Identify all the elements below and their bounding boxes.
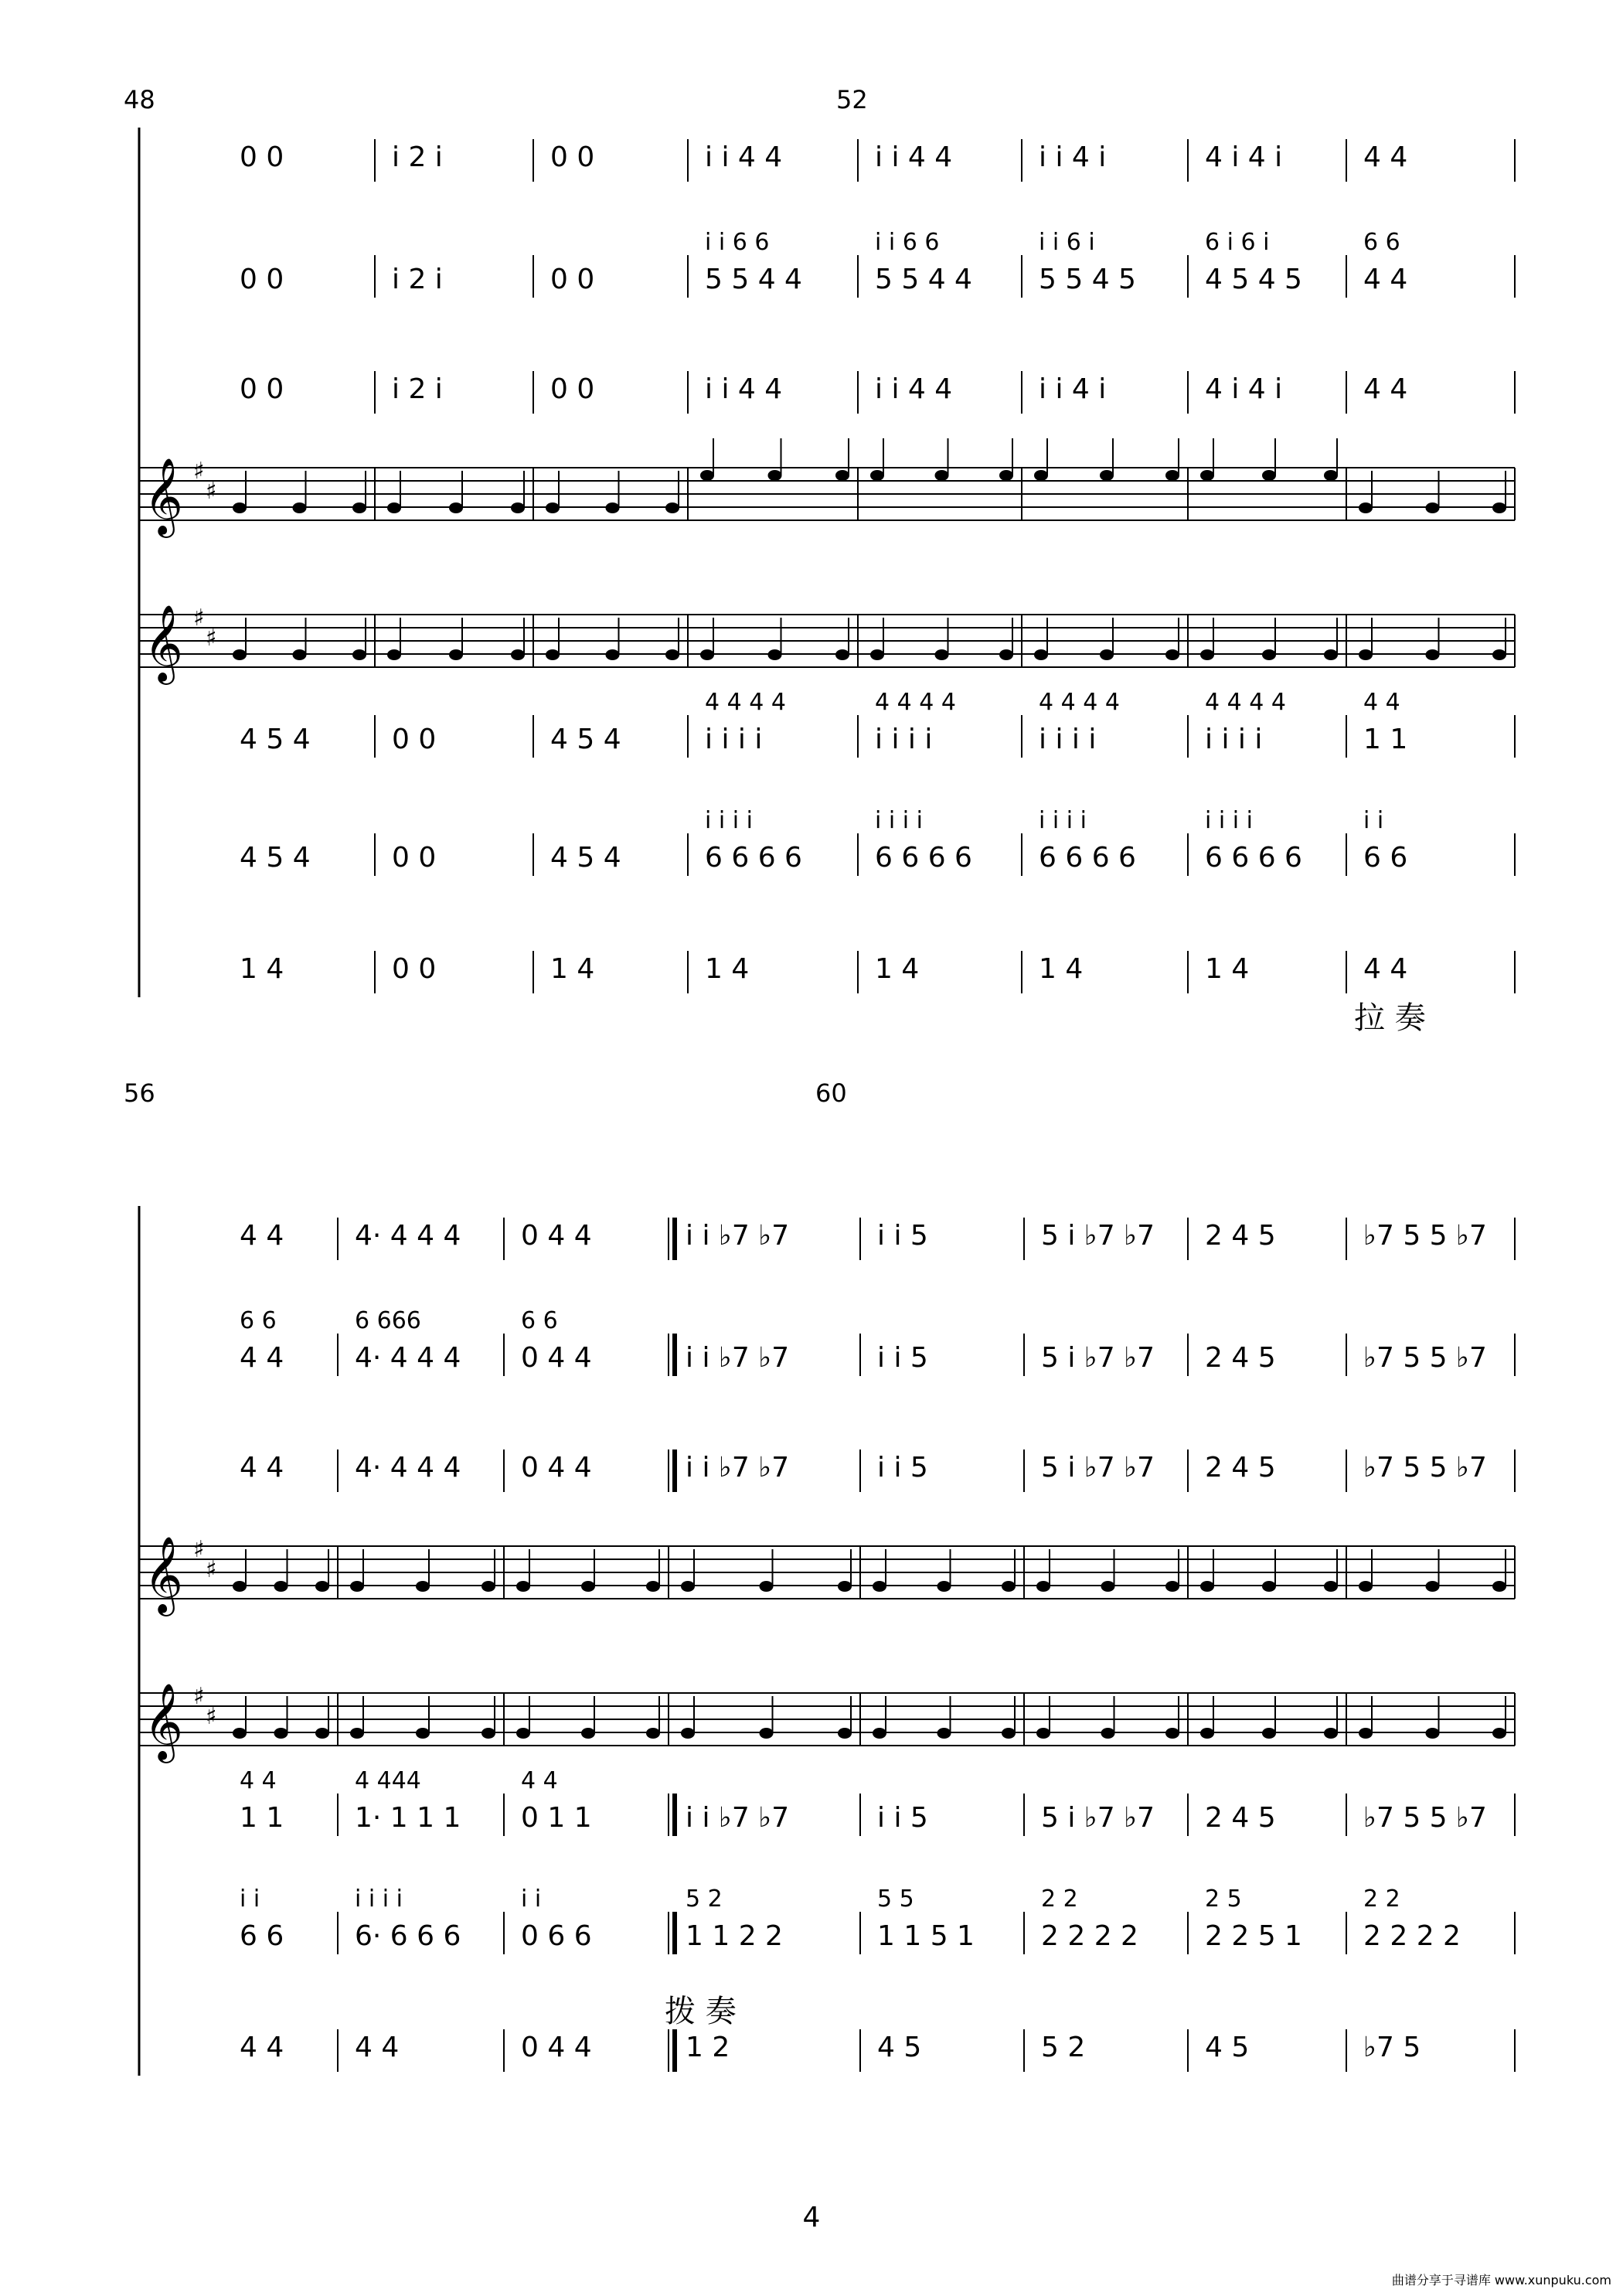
jianpu-notes-row6-lower: 1 1 [1363, 724, 1408, 755]
notehead [1165, 1728, 1179, 1739]
jianpu-notes-row3: ♭7 5 5 ♭7 [1363, 1452, 1487, 1484]
jianpu-notes-row6-lower: i i ♭7 ♭7 [686, 1802, 790, 1834]
jianpu-notes-row2-upper: i i 6 6 [705, 229, 770, 256]
notehead [1262, 1581, 1276, 1592]
jianpu-notes-row7-lower: 2 2 5 1 [1205, 1920, 1302, 1952]
jianpu-notes-row7-lower: 4 5 4 [240, 842, 311, 874]
jianpu-notes-row7-upper: i i i i [705, 807, 753, 834]
notehead [581, 1728, 595, 1739]
notehead [1492, 1581, 1506, 1592]
sharp-icon: ♯ [193, 1683, 205, 1710]
notehead [873, 1728, 886, 1739]
jianpu-notes-row2-upper: 6 6 [240, 1307, 277, 1334]
jianpu-notes-row2-lower: 2 4 5 [1205, 1342, 1276, 1374]
jianpu-notes-row2-lower: 4 4 [1363, 264, 1408, 295]
jianpu-notes-row7-lower: 6 6 6 6 [705, 842, 802, 874]
jianpu-notes-row3: i 2 i [392, 373, 443, 405]
notehead [835, 470, 849, 481]
notehead [681, 1728, 695, 1739]
jianpu-notes-row3: 0 4 4 [521, 1452, 592, 1484]
jianpu-notes-row2-upper: 6 i 6 i [1205, 229, 1270, 256]
notehead [1034, 470, 1048, 481]
notehead [1002, 1581, 1016, 1592]
treble-clef-icon: 𝄞 [144, 1536, 183, 1613]
jianpu-notes-row2-upper: 6 6 [521, 1307, 558, 1334]
notehead [1100, 470, 1114, 481]
jianpu-notes-row2-upper: i i 6 i [1039, 229, 1095, 256]
jianpu-notes-row6-upper: 4 4 4 4 [875, 689, 956, 716]
jianpu-notes-row1: i 2 i [392, 141, 443, 173]
treble-clef-icon: 𝄞 [144, 458, 183, 535]
jianpu-notes-row3: 4 4 [1363, 373, 1408, 405]
jianpu-notes-row1: 4 i 4 i [1205, 141, 1283, 173]
notehead [274, 1728, 288, 1739]
notehead [870, 649, 884, 660]
notehead [350, 1581, 364, 1592]
jianpu-notes-row6-upper: 4 4 4 4 [1205, 689, 1286, 716]
jianpu-notes-row8: 4 4 [1363, 953, 1408, 985]
notehead [233, 649, 247, 660]
treble-clef-icon: 𝄞 [144, 605, 183, 682]
notehead [315, 1728, 329, 1739]
notehead [481, 1728, 495, 1739]
notehead [1200, 470, 1214, 481]
notehead [1262, 1728, 1276, 1739]
jianpu-notes-row2-lower: i i 5 [877, 1342, 928, 1374]
notehead [1324, 1728, 1338, 1739]
notehead [700, 649, 714, 660]
notehead [449, 502, 463, 513]
notehead [1359, 1581, 1373, 1592]
jianpu-notes-row8: 4 5 [1205, 2032, 1250, 2063]
notehead [449, 649, 463, 660]
notehead [516, 1728, 530, 1739]
treble-clef-icon: 𝄞 [144, 1683, 183, 1760]
jianpu-notes-row8: 1 4 [705, 953, 750, 985]
jianpu-notes-row8: 4 4 [240, 2032, 284, 2063]
notehead [937, 1728, 951, 1739]
jianpu-notes-row2-upper: 6 666 [355, 1307, 421, 1334]
jianpu-notes-row6-lower: i i i i [1039, 724, 1097, 755]
notehead [1101, 1581, 1115, 1592]
jianpu-notes-row8: 1 4 [240, 953, 284, 985]
jianpu-notes-row2-lower: 4 5 4 5 [1205, 264, 1302, 295]
measure-number-start: 56 [124, 1078, 155, 1108]
jianpu-notes-row7-lower: 2 2 2 2 [1363, 1920, 1461, 1952]
notehead [1101, 1728, 1115, 1739]
notehead [1200, 649, 1214, 660]
jianpu-notes-row1: 4· 4 4 4 [355, 1220, 461, 1252]
jianpu-notes-row6-lower: 2 4 5 [1205, 1802, 1276, 1834]
jianpu-notes-row1: 0 4 4 [521, 1220, 592, 1252]
notehead [1324, 470, 1338, 481]
notehead [511, 502, 525, 513]
jianpu-notes-row1: 0 0 [240, 141, 284, 173]
notehead [1324, 649, 1338, 660]
sharp-icon: ♯ [206, 478, 217, 505]
sharp-icon: ♯ [206, 625, 217, 652]
jianpu-notes-row7-lower: 0 0 [392, 842, 437, 874]
technique-label: 拉 奏 [1354, 1000, 1426, 1036]
notehead [768, 470, 782, 481]
notehead [1359, 502, 1373, 513]
notehead [274, 1581, 288, 1592]
notehead [935, 649, 949, 660]
notehead [546, 649, 560, 660]
jianpu-notes-row7-lower: 1 1 2 2 [686, 1920, 783, 1952]
jianpu-notes-row2-lower: 5 5 4 4 [705, 264, 802, 295]
jianpu-notes-row7-lower: 6 6 6 6 [1205, 842, 1302, 874]
jianpu-notes-row8: 1 4 [875, 953, 920, 985]
jianpu-notes-row7-lower: 4 5 4 [550, 842, 621, 874]
jianpu-notes-row7-upper: i i [240, 1886, 260, 1913]
notehead [233, 1581, 247, 1592]
notehead [233, 502, 247, 513]
jianpu-notes-row6-upper: 4 4 [240, 1767, 277, 1794]
jianpu-notes-row3: 0 0 [240, 373, 284, 405]
notehead [416, 1581, 430, 1592]
jianpu-notes-row1: 5 i ♭7 ♭7 [1041, 1220, 1155, 1252]
jianpu-notes-row8: 0 0 [392, 953, 437, 985]
jianpu-notes-row6-upper: 4 4 4 4 [1039, 689, 1120, 716]
jianpu-notes-row2-lower: 0 0 [240, 264, 284, 295]
notehead [1426, 1581, 1440, 1592]
jianpu-notes-row7-upper: 2 2 [1363, 1886, 1400, 1913]
jianpu-notes-row6-lower: 1· 1 1 1 [355, 1802, 461, 1834]
jianpu-notes-row7-upper: 2 2 [1041, 1886, 1078, 1913]
jianpu-notes-row6-lower: 0 0 [392, 724, 437, 755]
jianpu-notes-row1: ♭7 5 5 ♭7 [1363, 1220, 1487, 1252]
jianpu-notes-row1: i i 4 4 [875, 141, 953, 173]
notehead [352, 502, 366, 513]
notehead [1492, 502, 1506, 513]
sharp-icon: ♯ [193, 1536, 205, 1563]
jianpu-notes-row8: 1 4 [1039, 953, 1084, 985]
notehead [1036, 1581, 1050, 1592]
jianpu-notes-row6-lower: 5 i ♭7 ♭7 [1041, 1802, 1155, 1834]
notehead [646, 1581, 660, 1592]
notehead [1100, 649, 1114, 660]
jianpu-notes-row2-lower: i i ♭7 ♭7 [686, 1342, 790, 1374]
notehead [387, 649, 401, 660]
jianpu-notes-row6-upper: 4 4 [1363, 689, 1400, 716]
jianpu-notes-row8: 0 4 4 [521, 2032, 592, 2063]
jianpu-notes-row3: 4 i 4 i [1205, 373, 1283, 405]
jianpu-notes-row6-lower: 1 1 [240, 1802, 284, 1834]
jianpu-notes-row3: 0 0 [550, 373, 595, 405]
jianpu-notes-row7-lower: 6 6 6 6 [875, 842, 972, 874]
jianpu-notes-row6-lower: i i 5 [877, 1802, 928, 1834]
jianpu-notes-row6-lower: 4 5 4 [550, 724, 621, 755]
sharp-icon: ♯ [206, 1703, 217, 1730]
jianpu-notes-row7-upper: 5 5 [877, 1886, 914, 1913]
jianpu-notes-row8: 4 5 [877, 2032, 922, 2063]
notehead [838, 1728, 852, 1739]
notehead [516, 1581, 530, 1592]
notehead [1324, 1581, 1338, 1592]
notehead [999, 470, 1013, 481]
jianpu-notes-row7-lower: 0 6 6 [521, 1920, 592, 1952]
jianpu-notes-row3: 5 i ♭7 ♭7 [1041, 1452, 1155, 1484]
notehead [1492, 1728, 1506, 1739]
notehead [1426, 649, 1440, 660]
notehead [233, 1728, 247, 1739]
jianpu-notes-row7-lower: 1 1 5 1 [877, 1920, 975, 1952]
jianpu-notes-row8: 1 4 [1205, 953, 1250, 985]
notehead [293, 502, 307, 513]
jianpu-notes-row7-lower: 6 6 [240, 1920, 284, 1952]
jianpu-notes-row1: 4 4 [1363, 141, 1408, 173]
jianpu-notes-row8: 5 2 [1041, 2032, 1086, 2063]
notehead [387, 502, 401, 513]
notehead [581, 1581, 595, 1592]
jianpu-notes-row8: 4 4 [355, 2032, 400, 2063]
jianpu-notes-row2-lower: 5 5 4 4 [875, 264, 972, 295]
notehead [700, 470, 714, 481]
jianpu-notes-row7-upper: 2 5 [1205, 1886, 1242, 1913]
notehead [760, 1581, 774, 1592]
jianpu-notes-row2-lower: 4 4 [240, 1342, 284, 1374]
jianpu-notes-row6-lower: 0 1 1 [521, 1802, 592, 1834]
jianpu-notes-row2-lower: 5 i ♭7 ♭7 [1041, 1342, 1155, 1374]
jianpu-notes-row7-upper: i i [521, 1886, 542, 1913]
notehead [1165, 470, 1179, 481]
jianpu-notes-row2-lower: i 2 i [392, 264, 443, 295]
jianpu-notes-row6-lower: 4 5 4 [240, 724, 311, 755]
jianpu-notes-row6-lower: ♭7 5 5 ♭7 [1363, 1802, 1487, 1834]
jianpu-notes-row1: i i 4 i [1039, 141, 1107, 173]
notehead [546, 502, 560, 513]
notehead [681, 1581, 695, 1592]
jianpu-notes-row3: i i 5 [877, 1452, 928, 1484]
notehead [1262, 649, 1276, 660]
notehead [1359, 649, 1373, 660]
jianpu-notes-row2-upper: i i 6 6 [875, 229, 940, 256]
notehead [315, 1581, 329, 1592]
notehead [1492, 649, 1506, 660]
notehead [999, 649, 1013, 660]
jianpu-notes-row6-lower: i i i i [1205, 724, 1263, 755]
notehead [1036, 1728, 1050, 1739]
jianpu-notes-row7-upper: i i [1363, 807, 1384, 834]
jianpu-notes-row6-upper: 4 4 4 4 [705, 689, 786, 716]
notehead [293, 649, 307, 660]
jianpu-notes-row3: 4· 4 4 4 [355, 1452, 461, 1484]
jianpu-notes-row1: 2 4 5 [1205, 1220, 1276, 1252]
jianpu-notes-row3: 2 4 5 [1205, 1452, 1276, 1484]
notehead [511, 649, 525, 660]
notehead [838, 1581, 852, 1592]
notehead [1200, 1728, 1214, 1739]
notehead [870, 470, 884, 481]
notehead [935, 470, 949, 481]
jianpu-notes-row7-upper: i i i i [355, 1886, 403, 1913]
system-1 [124, 85, 1515, 1036]
jianpu-notes-row2-upper: 6 6 [1363, 229, 1400, 256]
notehead [1426, 1728, 1440, 1739]
jianpu-notes-row7-upper: i i i i [875, 807, 923, 834]
notehead [760, 1728, 774, 1739]
notehead [873, 1581, 886, 1592]
jianpu-notes-row3: i i 4 i [1039, 373, 1107, 405]
jianpu-notes-row1: i i ♭7 ♭7 [686, 1220, 790, 1252]
jianpu-notes-row3: 4 4 [240, 1452, 284, 1484]
notehead [937, 1581, 951, 1592]
jianpu-notes-row7-lower: 6 6 [1363, 842, 1408, 874]
notehead [416, 1728, 430, 1739]
notehead [1262, 470, 1276, 481]
notehead [606, 649, 620, 660]
jianpu-notes-row8: ♭7 5 [1363, 2032, 1421, 2063]
notehead [1165, 649, 1179, 660]
technique-label: 拨 奏 [665, 1994, 737, 2029]
jianpu-notes-row8: 1 4 [550, 953, 595, 985]
jianpu-notes-row7-upper: i i i i [1205, 807, 1253, 834]
jianpu-notes-row7-lower: 2 2 2 2 [1041, 1920, 1138, 1952]
notehead [646, 1728, 660, 1739]
notehead [1359, 1728, 1373, 1739]
jianpu-notes-row1: i i 4 4 [705, 141, 783, 173]
jianpu-notes-row2-lower: 4· 4 4 4 [355, 1342, 461, 1374]
notehead [352, 649, 366, 660]
jianpu-notes-row3: i i ♭7 ♭7 [686, 1452, 790, 1484]
notehead [1200, 1581, 1214, 1592]
sharp-icon: ♯ [206, 1556, 217, 1583]
jianpu-notes-row2-lower: 5 5 4 5 [1039, 264, 1136, 295]
jianpu-notes-row6-lower: i i i i [875, 724, 933, 755]
jianpu-notes-row8: 1 2 [686, 2032, 730, 2063]
measure-number-mark: 52 [836, 85, 868, 114]
jianpu-notes-row7-lower: 6· 6 6 6 [355, 1920, 461, 1952]
notehead [1034, 649, 1048, 660]
jianpu-notes-row3: i i 4 4 [705, 373, 783, 405]
jianpu-notes-row1: 4 4 [240, 1220, 284, 1252]
measure-number-mark: 60 [815, 1078, 847, 1108]
notehead [665, 649, 679, 660]
notehead [665, 502, 679, 513]
jianpu-notes-row7-upper: 5 2 [686, 1886, 723, 1913]
jianpu-notes-row6-lower: i i i i [705, 724, 763, 755]
notehead [481, 1581, 495, 1592]
notehead [1426, 502, 1440, 513]
jianpu-notes-row2-lower: 0 0 [550, 264, 595, 295]
notehead [350, 1728, 364, 1739]
jianpu-notes-row2-lower: ♭7 5 5 ♭7 [1363, 1342, 1487, 1374]
notehead [768, 649, 782, 660]
jianpu-notes-row1: 0 0 [550, 141, 595, 173]
notehead [1165, 1581, 1179, 1592]
measure-number-start: 48 [124, 85, 155, 114]
jianpu-notes-row3: i i 4 4 [875, 373, 953, 405]
jianpu-notes-row6-upper: 4 444 [355, 1767, 421, 1794]
notehead [1002, 1728, 1016, 1739]
sharp-icon: ♯ [193, 458, 205, 485]
jianpu-notes-row6-upper: 4 4 [521, 1767, 558, 1794]
notehead [835, 649, 849, 660]
jianpu-notes-row7-lower: 6 6 6 6 [1039, 842, 1136, 874]
page-number: 4 [802, 2202, 821, 2233]
jianpu-notes-row1: i i 5 [877, 1220, 928, 1252]
notehead [606, 502, 620, 513]
footer-credit: 曲谱分享于寻谱库 www.xunpuku.com [1391, 2273, 1611, 2287]
sharp-icon: ♯ [193, 605, 205, 632]
system-2 [124, 1078, 1515, 2076]
jianpu-notes-row2-lower: 0 4 4 [521, 1342, 592, 1374]
jianpu-notes-row7-upper: i i i i [1039, 807, 1087, 834]
